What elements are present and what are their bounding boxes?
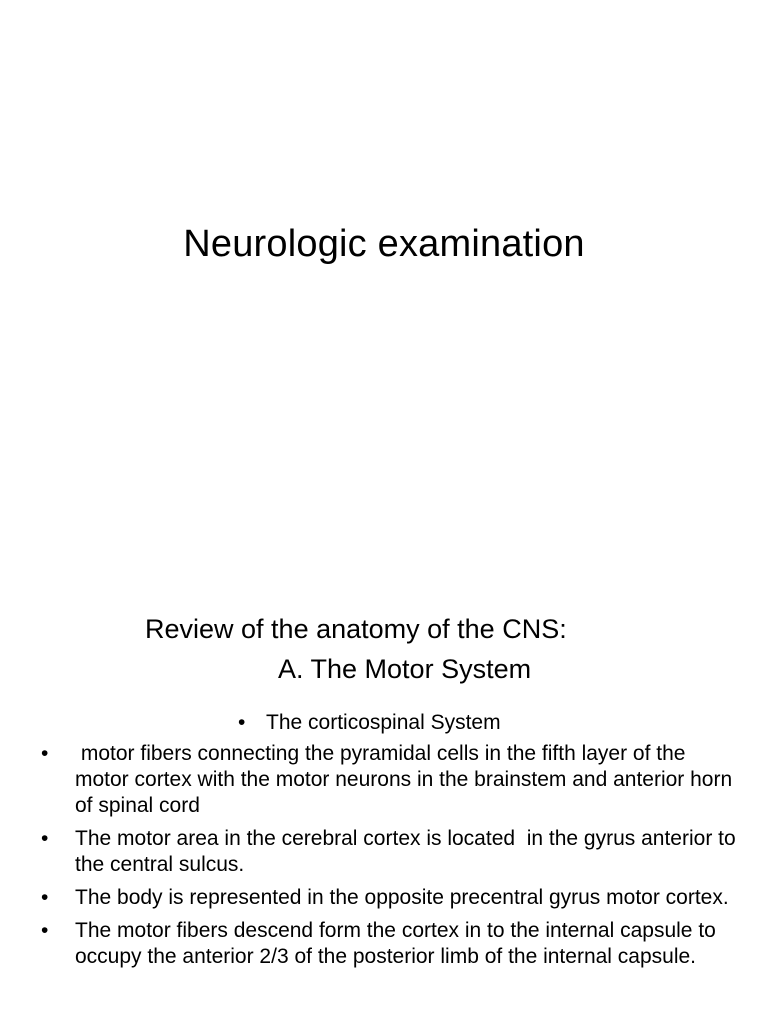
slide-title: Neurologic examination (183, 223, 585, 265)
list-item (38, 885, 738, 911)
bullet-dot-icon: • (41, 827, 49, 850)
list-item-text: motor fibers connecting the pyramidal cells in the fifth layer of the motor cortex with the motor neurons in the brainstem and anterior horn of spinal cord (75, 742, 739, 817)
subtitle-line-1: Review of the anatomy of the CNS: (145, 614, 567, 644)
center-bullet-item (238, 710, 501, 736)
list-item (38, 741, 738, 819)
bullet-list (38, 741, 742, 977)
list-item-text: The motor fibers descend form the cortex in to the internal capsule to occupy the anterior 2/3 of the posterior limb of the internal capsule. (75, 919, 716, 968)
subtitle-line-2: A. The Motor System (278, 654, 532, 684)
list-item-text: The motor area in the cerebral cortex is located in the gyrus anterior to the central sulcus. (75, 827, 742, 876)
bullet-dot-icon: • (238, 711, 246, 734)
list-item (38, 826, 742, 878)
bullet-dot-icon: • (41, 919, 49, 942)
bullet-dot-icon: • (41, 886, 49, 909)
list-item (38, 918, 738, 970)
bullet-dot-icon: • (41, 742, 49, 765)
list-item-text: The body is represented in the opposite precentral gyrus motor cortex. (75, 886, 729, 909)
center-bullet-text: The corticospinal System (266, 711, 501, 734)
